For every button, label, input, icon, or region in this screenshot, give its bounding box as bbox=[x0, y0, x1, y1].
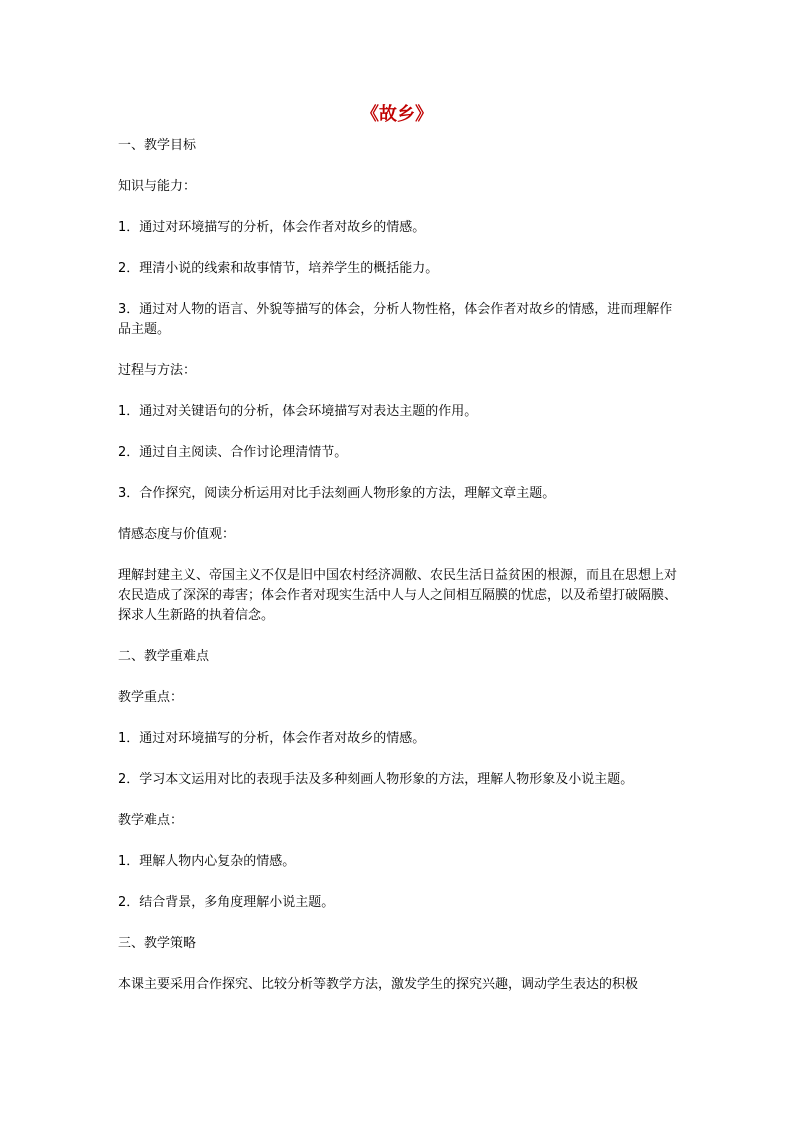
section-heading-teaching-strategy: 三、教学策略 bbox=[118, 936, 197, 951]
list-item: 3．通过对人物的语言、外貌等描写的体会，分析人物性格，体会作者对故乡的情感，进而理解作品主题。 bbox=[118, 302, 673, 337]
list-item: 3．合作探究，阅读分析运用对比手法刻画人物形象的方法，理解文章主题。 bbox=[118, 486, 556, 501]
body-paragraph: 本课主要采用合作探究、比较分析等教学方法，激发学生的探究兴趣，调动学生表达的积极 bbox=[118, 977, 639, 992]
subheading-difficult-points: 教学难点： bbox=[118, 813, 184, 828]
list-item: 2．通过自主阅读、合作讨论理清情节。 bbox=[118, 445, 348, 460]
document-body bbox=[118, 136, 678, 1015]
list-item: 1．通过对环境描写的分析，体会作者对故乡的情感。 bbox=[118, 731, 426, 746]
section-heading-key-difficult-points: 二、教学重难点 bbox=[118, 649, 210, 664]
list-item: 1．理解人物内心复杂的情感。 bbox=[118, 854, 296, 869]
body-paragraph: 理解封建主义、帝国主义不仅是旧中国农村经济凋敝、农民生活日益贫困的根源，而且在思想上对农民造成了深深的毒害；体会作者对现实生活中人与人之间相互隔膜的忧虑，以及希望打破隔膜、探求人生新路的执着信念。 bbox=[118, 568, 678, 623]
subheading-knowledge-ability: 知识与能力： bbox=[118, 179, 197, 194]
list-item: 2．学习本文运用对比的表现手法及多种刻画人物形象的方法，理解人物形象及小说主题。 bbox=[118, 772, 634, 787]
list-item: 1．通过对关键语句的分析，体会环境描写对表达主题的作用。 bbox=[118, 404, 478, 419]
list-item: 2．理清小说的线索和故事情节，培养学生的概括能力。 bbox=[118, 261, 439, 276]
document-title: 《故乡》 bbox=[361, 104, 433, 125]
list-item: 1．通过对环境描写的分析，体会作者对故乡的情感。 bbox=[118, 220, 426, 235]
subheading-process-method: 过程与方法： bbox=[118, 363, 197, 378]
subheading-emotion-values: 情感态度与价值观： bbox=[118, 527, 236, 542]
section-heading-objectives: 一、教学目标 bbox=[118, 138, 197, 153]
list-item: 2．结合背景，多角度理解小说主题。 bbox=[118, 895, 335, 910]
subheading-key-points: 教学重点： bbox=[118, 690, 184, 705]
